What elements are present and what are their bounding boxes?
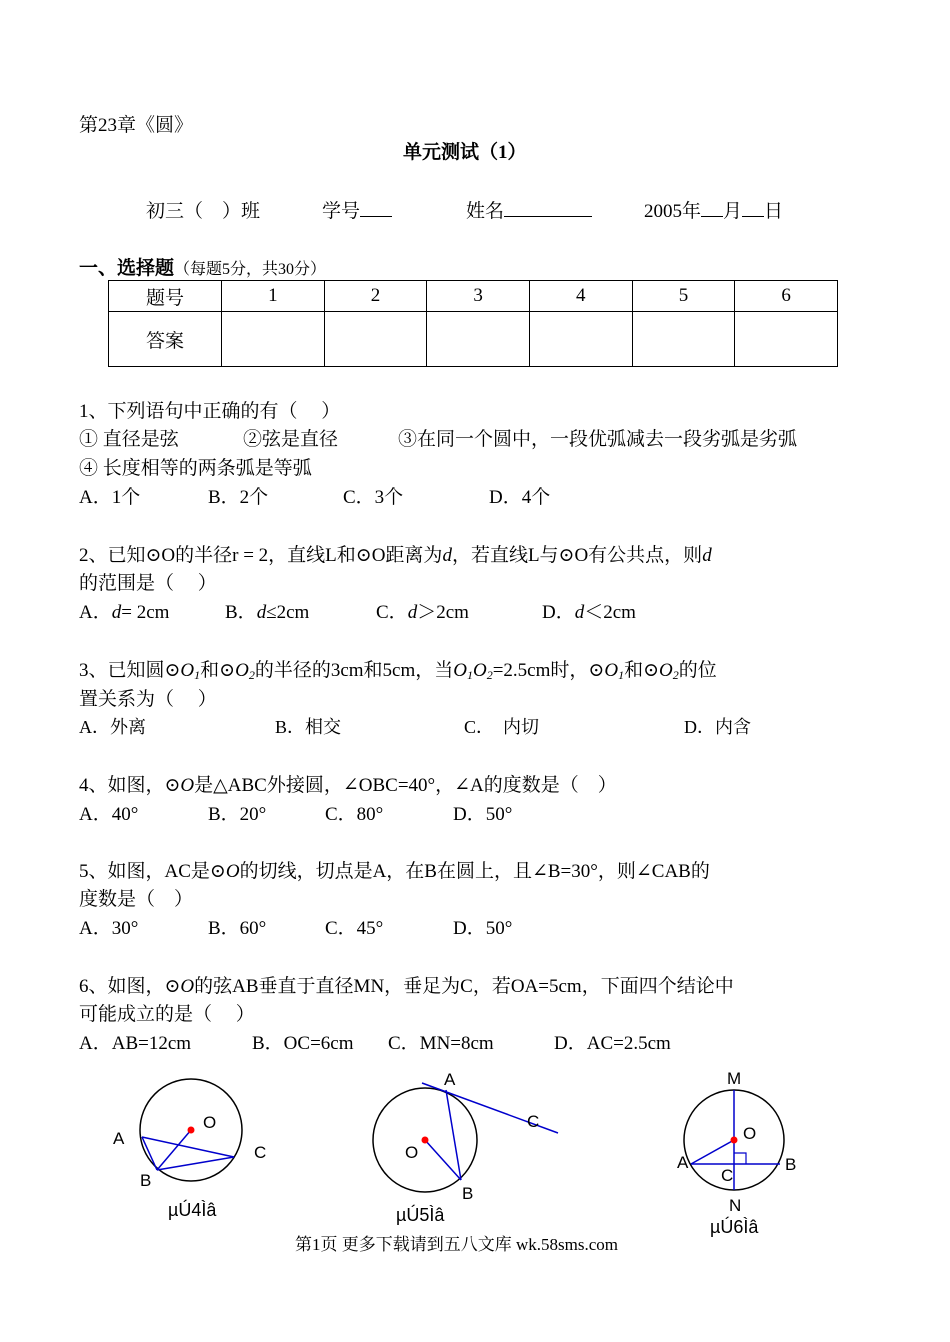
- q6-option-b: B．OC=6cm: [252, 1033, 354, 1054]
- name-blank: [504, 200, 592, 217]
- q2-option-d: [542, 597, 636, 624]
- q3-and: 和⊙: [200, 660, 236, 681]
- fig6-caption: µÚ6Ìâ: [710, 1217, 759, 1237]
- answer-table-header-row: [109, 281, 838, 312]
- q3-sub-1: 1: [618, 668, 625, 682]
- q3-sub-2: 2: [486, 668, 493, 682]
- q4-option-a: A．40°: [79, 804, 139, 825]
- q3-sub-1: 1: [466, 668, 473, 682]
- q4-o: O: [180, 775, 195, 796]
- date-year: 2005: [644, 201, 682, 222]
- answer-table-head-answer: 答案: [109, 312, 222, 367]
- name-field: [466, 196, 592, 223]
- q3-text-3: =2.5cm时，⊙: [492, 660, 605, 681]
- q1-option-b: B．2个: [208, 487, 269, 508]
- fig6-label-c: C: [721, 1166, 734, 1185]
- q6-text-1: 6、如图，⊙: [79, 976, 181, 997]
- fig6-label-o: O: [743, 1124, 757, 1143]
- q5-text-2: 的切线，切点是A，在B在圆上，且∠B=30°，则∠CAB的: [239, 861, 710, 882]
- q5-o: O: [225, 861, 240, 882]
- fig4-caption: µÚ4Ìâ: [168, 1200, 217, 1220]
- fig5-caption: µÚ5Ìâ: [396, 1205, 445, 1225]
- fig6-right-angle-mark: [734, 1153, 746, 1164]
- q2-line-2: 的范围是（ ）: [79, 573, 217, 594]
- page-footer: 第1页 更多下载请到五八文库 wk.58sms.com: [295, 1235, 618, 1254]
- q3-sub-2: 2: [672, 668, 679, 682]
- q4-option-c: C．80°: [325, 804, 384, 825]
- student-no-blank: [360, 200, 392, 217]
- fig5-label-c: C: [527, 1112, 540, 1131]
- q1-statement-2: ②弦是直径: [243, 429, 339, 450]
- q2-var-d: d: [256, 602, 267, 623]
- fig4-label-a: A: [113, 1129, 125, 1148]
- fig4-label-b: B: [140, 1171, 152, 1190]
- fig6-label-a: A: [677, 1153, 689, 1172]
- q2-option-b-value: ≤2cm: [266, 602, 310, 623]
- q1-option-d: D．4个: [489, 487, 551, 508]
- fig4-center-point: [188, 1127, 195, 1134]
- q2-option-b-letter: B．: [225, 602, 257, 623]
- q3-and: 和⊙: [624, 660, 659, 681]
- answer-table-number-5: 5: [632, 281, 735, 312]
- q3-o: O: [604, 660, 619, 681]
- date-day: 日: [764, 201, 784, 222]
- q3-text-2: 的半径的3cm和5cm，当: [254, 660, 454, 681]
- fig5-label-o: O: [405, 1143, 419, 1162]
- section1-note: （每题5分，共30分）: [174, 261, 327, 278]
- q2-var-d: d: [442, 545, 452, 566]
- q2-var-d: d: [702, 545, 712, 566]
- answer-cell-3[interactable]: [427, 312, 530, 367]
- answer-table-number-4: 4: [529, 281, 632, 312]
- q2-var-d: d: [407, 602, 418, 623]
- fig4-label-o: O: [203, 1113, 217, 1132]
- student-no-label: 学号: [322, 201, 361, 222]
- q2-option-d-letter: D．: [542, 602, 575, 623]
- q3-option-c: C． 内切: [464, 717, 540, 737]
- fig4-label-c: C: [254, 1143, 267, 1162]
- q1-statement-1: ① 直径是弦: [79, 429, 179, 450]
- name-label: 姓名: [466, 201, 505, 222]
- month-blank: [701, 200, 723, 217]
- q6-o: O: [180, 976, 195, 997]
- answer-table-number-6: 6: [735, 281, 838, 312]
- q3-o: O: [180, 660, 195, 681]
- answer-table: [108, 280, 838, 367]
- q5-option-b: B．60°: [208, 918, 267, 939]
- q5-text-1: 5、如图，AC是⊙: [79, 861, 226, 882]
- q2-option-a-value: = 2cm: [121, 602, 170, 623]
- answer-table-number-3: 3: [427, 281, 530, 312]
- fig6-label-m: M: [727, 1069, 742, 1088]
- q3-text-4: 的位: [678, 660, 717, 681]
- q2-option-c-letter: C．: [376, 602, 408, 623]
- q3-line-2: 置关系为（ ）: [79, 689, 217, 710]
- figure-5: [373, 1083, 558, 1192]
- answer-table-head-number: 题号: [109, 281, 222, 312]
- q2-option-a-letter: A．: [79, 602, 112, 623]
- q2-line-1: [79, 540, 712, 567]
- q6-line-2: 可能成立的是（ ）: [79, 1004, 255, 1025]
- answer-cell-6[interactable]: [735, 312, 838, 367]
- q3-o: O: [235, 660, 249, 681]
- day-blank: [742, 200, 764, 217]
- answer-table-answer-row: [109, 312, 838, 367]
- q3-line-1: [79, 655, 717, 683]
- figure-4: [140, 1079, 242, 1181]
- q4-option-d: D．50°: [453, 804, 513, 825]
- class-label: 初三（ ）班: [146, 201, 261, 222]
- q5-line-2: 度数是（ ）: [79, 889, 194, 910]
- q3-option-a: A．外离: [79, 717, 146, 737]
- q3-o: O: [658, 660, 673, 681]
- fig6-center-point: [731, 1137, 738, 1144]
- date-field: [644, 196, 783, 223]
- q2-option-a: [79, 597, 169, 624]
- q2-option-d-value: ＜2cm: [584, 602, 636, 623]
- fig5-label-b: B: [462, 1184, 474, 1203]
- q1-option-a: A．1个: [79, 487, 141, 508]
- q2-var-d: d: [111, 602, 122, 623]
- q2-text-a: 2、已知⊙O的半径r = 2，直线L和⊙O距离为: [79, 545, 443, 566]
- q3-option-b: B．相交: [275, 717, 342, 737]
- q3-option-d: D．内含: [684, 717, 751, 737]
- q2-option-b: [225, 597, 309, 624]
- q4-text-2: 是△ABC外接圆，∠OBC=40°，∠A的度数是（ ）: [194, 775, 617, 796]
- chapter-title: 第23章《圆》: [79, 115, 194, 136]
- q3-text-1: 3、已知圆⊙: [79, 660, 181, 681]
- q6-option-c: C．MN=8cm: [388, 1033, 494, 1054]
- q4-text-1: 4、如图，⊙: [79, 775, 181, 796]
- student-no-field: [322, 196, 392, 223]
- q6-line-1: [79, 971, 734, 998]
- q5-line-1: [79, 856, 710, 883]
- q1-stem: 1、下列语句中正确的有（ ）: [79, 401, 341, 422]
- fig4-chord-ab: [142, 1137, 157, 1170]
- q3-o: O: [472, 660, 487, 681]
- answer-table-number-1: 1: [222, 281, 325, 312]
- q2-option-c-value: ＞2cm: [417, 602, 469, 623]
- fig6-label-n: N: [729, 1196, 742, 1215]
- q4-stem: [79, 770, 617, 797]
- fig6-radius-oa: [691, 1140, 734, 1164]
- answer-cell-5[interactable]: [632, 312, 735, 367]
- q3-o: O: [453, 660, 467, 681]
- fig5-center-point: [422, 1137, 429, 1144]
- fig4-chord-bc: [157, 1157, 234, 1170]
- q5-option-a: A．30°: [79, 918, 139, 939]
- q1-statement-3: ③在同一个圆中，一段优弧减去一段劣弧是劣弧: [398, 429, 798, 450]
- q6-text-2: 的弦AB垂直于直径MN，垂足为C，若OA=5cm，下面四个结论中: [194, 976, 734, 997]
- q3-sub-1: 1: [194, 668, 201, 682]
- q4-option-b: B．20°: [208, 804, 267, 825]
- q1-option-c: C．3个: [343, 487, 404, 508]
- answer-table-number-2: 2: [324, 281, 427, 312]
- q1-statement-4: ④ 长度相等的两条弧是等弧: [79, 458, 312, 479]
- q2-option-c: [376, 597, 469, 624]
- page-title: 单元测试（1）: [403, 142, 527, 163]
- figure-6: [684, 1090, 784, 1190]
- q6-option-a: A．AB=12cm: [79, 1033, 192, 1054]
- q6-option-d: D．AC=2.5cm: [554, 1033, 671, 1054]
- fig4-radius-ob: [157, 1130, 191, 1170]
- date-year-suffix: 年: [682, 201, 702, 222]
- q2-var-d: d: [574, 602, 585, 623]
- answer-cell-2[interactable]: [324, 312, 427, 367]
- fig4-chord-ac: [142, 1137, 234, 1157]
- q5-option-c: C．45°: [325, 918, 384, 939]
- answer-cell-1[interactable]: [222, 312, 325, 367]
- q2-text-b: ，若直线L与⊙O有公共点，则: [451, 545, 703, 566]
- fig5-label-a: A: [444, 1070, 456, 1089]
- q3-sub-2: 2: [248, 668, 255, 682]
- answer-cell-4[interactable]: [529, 312, 632, 367]
- date-month: 月: [723, 201, 743, 222]
- fig6-label-b: B: [785, 1155, 797, 1174]
- q5-option-d: D．50°: [453, 918, 513, 939]
- section1-heading: [79, 253, 326, 280]
- section1-title: 一、选择题: [79, 258, 175, 279]
